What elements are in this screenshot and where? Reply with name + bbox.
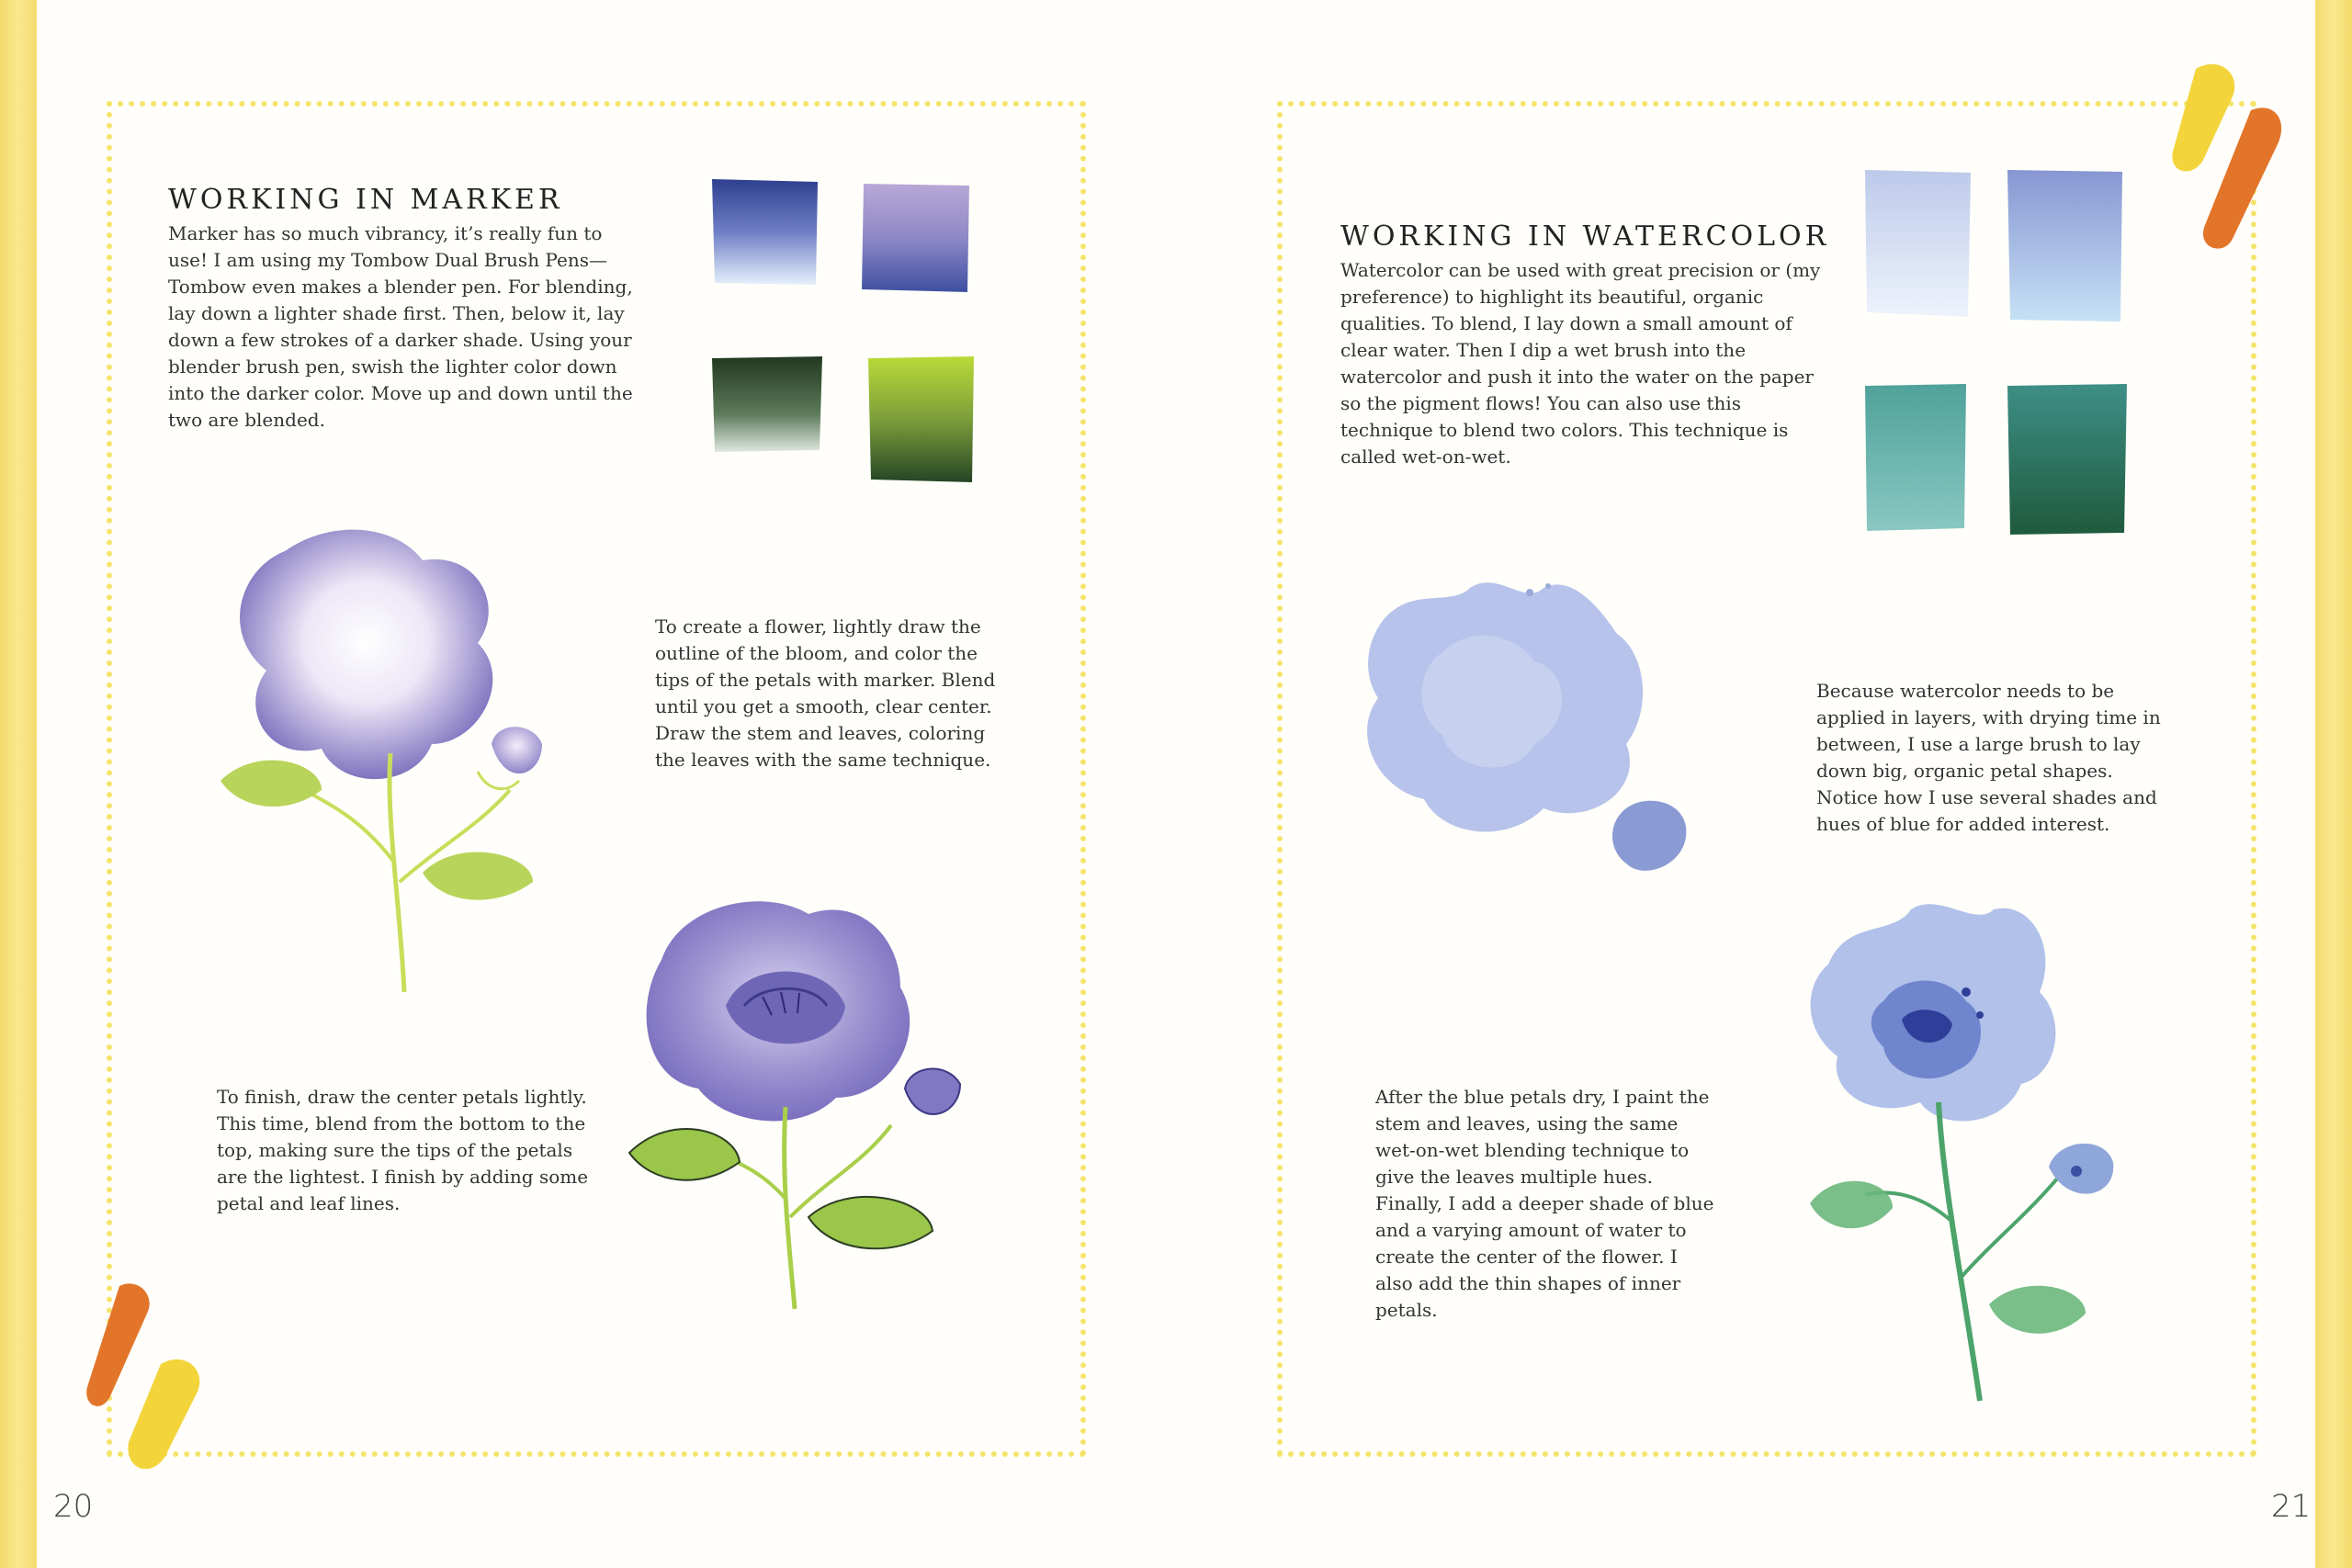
marker-flower-outline <box>202 514 588 1010</box>
marker-intro-text: Marker has so much vibrancy, it’s really fun to use! I am using my Tombow Dual Brush Pens—Tombow even makes a blender pen. For blending, lay down a lighter shade first. Then, below it, lay down a few strokes of a darker shade. Using your blender brush pen, swish the lighter color down into the darker color. Move up and down until the two are blended. <box>168 222 633 431</box>
right-brush-accents <box>2141 55 2297 257</box>
swatch-teal-dark <box>2007 384 2127 535</box>
watercolor-intro-text: Watercolor can be used with great precision or (my preference) to highlight its beautiful, organic qualities. To blend, I lay down a small amount of clear water. Then I dip a wet brush into the watercolor and push it into the water on the paper so the pigment flows! You can also use this technique to blend two colors. This technique is called wet-on-wet. <box>1340 259 1821 468</box>
watercolor-step2-text: After the blue petals dry, I paint the stem and leaves, using the same wet-on-wet blending technique to give the leaves multiple hues. Finally, I add a deeper shade of blue and a varying amount of water to create the center of the flower. I also add the thin shapes of inner petals. <box>1375 1086 1714 1321</box>
marker-flower-finished <box>625 886 992 1318</box>
swatch-purple-to-blue <box>862 184 969 292</box>
watercolor-flower-finished <box>1792 891 2177 1415</box>
marker-swatches <box>707 175 983 487</box>
marker-section-title: WORKING IN MARKER <box>168 184 563 216</box>
left-brush-accents <box>74 1277 220 1479</box>
marker-step2-text: To finish, draw the center petals lightly. This time, blend from the bottom to the top, making sure the tips of the petals are the lightest. I finish by adding some petal and leaf lines. <box>217 1086 589 1214</box>
watercolor-step1-text: Because watercolor needs to be applied in layers, with drying time in between, I use a large brush to lay down big, organic petal shapes. Notice how I use several shades and hues of blue for added interest. <box>1816 680 2161 835</box>
marker-step1-text: To create a flower, lightly draw the outline of the bloom, and color the tips of the petals with marker. Blend until you get a smooth, clear center. Draw the stem and leaves, coloring the leaves with the same technique. <box>655 615 996 771</box>
swatch-teal-light <box>1865 384 1966 531</box>
swatch-pale-blue <box>1865 170 1971 317</box>
swatch-lime-to-darkgreen <box>868 356 974 482</box>
right-page-edge <box>2315 0 2352 1568</box>
watercolor-petal-shapes <box>1351 570 1755 909</box>
left-page-number: 20 <box>53 1488 94 1525</box>
watercolor-section-title: WORKING IN WATERCOLOR <box>1340 220 1830 253</box>
swatch-blue-to-white <box>712 179 818 285</box>
swatch-darkgreen-to-white <box>712 356 822 452</box>
swatch-blue-gradient <box>2007 170 2122 321</box>
left-page-edge <box>0 0 37 1568</box>
right-page-number: 21 <box>2271 1488 2312 1525</box>
watercolor-swatches <box>1856 165 2159 542</box>
